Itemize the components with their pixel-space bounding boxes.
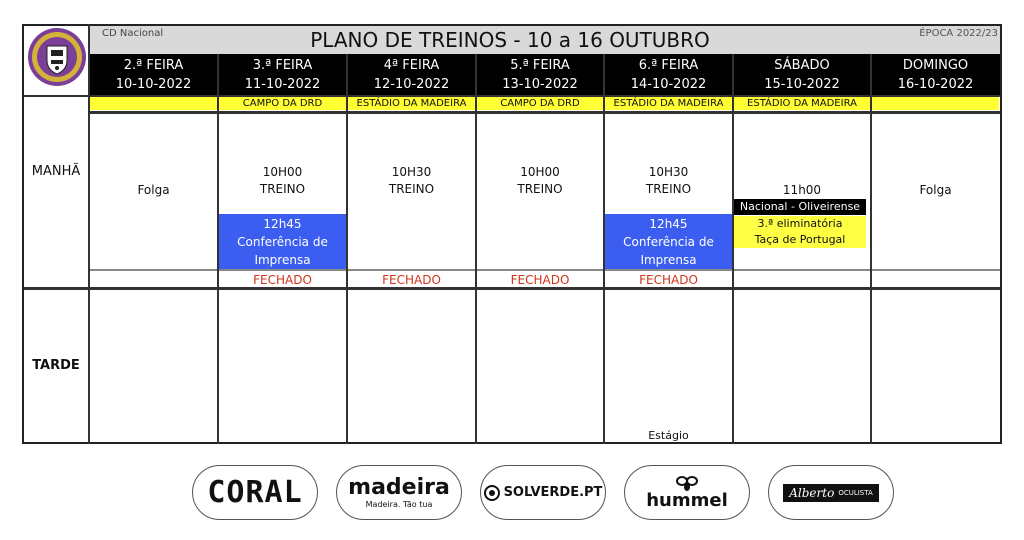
morning-tue-training (219, 164, 346, 198)
sponsor-alberto[interactable] (768, 465, 894, 520)
status-closed-thu: FECHADO (510, 273, 570, 287)
venue-sat: ESTÁDIO DA MADEIRA (734, 97, 870, 110)
training-label: TREINO (259, 182, 306, 196)
venue-mon (90, 97, 217, 110)
training-time: 10H30 (391, 165, 432, 179)
divider (475, 54, 477, 444)
morning-sun: Folga (919, 183, 952, 197)
press-label-1: Conferência de (623, 235, 714, 249)
divider (870, 54, 872, 444)
day-date: 13-10-2022 (502, 77, 578, 92)
venue-wed: ESTÁDIO DA MADEIRA (348, 97, 475, 110)
row-label-morning: MANHÃ (31, 164, 81, 179)
morning-mon: Folga (137, 183, 170, 197)
alberto-logo (783, 484, 879, 502)
divider (732, 54, 734, 444)
day-date: 11-10-2022 (244, 77, 321, 92)
divider (346, 54, 348, 444)
press-time: 12h45 (263, 217, 302, 231)
training-time: 10H00 (520, 165, 560, 179)
competition-name: Taça de Portugal (754, 233, 846, 246)
press-conference-fri (605, 214, 732, 269)
day-date: 12-10-2022 (373, 77, 450, 92)
press-label-1: Conferência de (237, 235, 328, 249)
press-time: 12h45 (649, 217, 688, 231)
match-competition (734, 216, 866, 248)
page-title: PLANO DE TREINOS - 10 a 16 OUTUBRO (310, 28, 710, 52)
divider (24, 95, 1000, 97)
venue-sun (872, 97, 999, 110)
training-label: TREINO (388, 182, 435, 196)
sponsor-coral[interactable] (192, 465, 318, 520)
day-name: 6.ª FEIRA (638, 58, 699, 73)
training-time: 10H00 (262, 165, 303, 179)
day-date: 14-10-2022 (630, 77, 707, 92)
venue-thu: CAMPO DA DRD (477, 97, 603, 110)
day-name: 5.ª FEIRA (510, 58, 570, 73)
morning-fri-training (605, 164, 732, 198)
training-time: 10H30 (648, 165, 689, 179)
solverde-logo-icon (484, 485, 500, 501)
day-header-wed (347, 56, 476, 94)
day-header-thu (476, 56, 604, 94)
day-header-sun (871, 56, 1000, 94)
afternoon-fri: Estágio (648, 429, 689, 442)
day-name: 4ª FEIRA (383, 58, 440, 73)
status-closed-fri: FECHADO (639, 273, 698, 287)
hummel-bee-icon (676, 475, 698, 491)
training-label: TREINO (517, 182, 563, 196)
day-date: 16-10-2022 (897, 77, 974, 92)
hummel-text: hummel (646, 489, 728, 511)
day-date: 15-10-2022 (764, 77, 840, 92)
match-time: 11h00 (782, 183, 822, 197)
club-crest-icon (26, 24, 88, 90)
status-closed-wed: FECHADO (382, 273, 441, 287)
day-header-mon (89, 56, 218, 94)
divider (89, 269, 1000, 271)
morning-wed-training (348, 164, 475, 198)
venue-fri: ESTÁDIO DA MADEIRA (605, 97, 732, 110)
sponsor-hummel[interactable] (624, 465, 750, 520)
divider (89, 111, 1000, 114)
alberto-name: Alberto (789, 485, 835, 500)
sponsor-madeira[interactable] (336, 465, 462, 520)
madeira-logo: madeira (348, 475, 450, 500)
match-name: Nacional - Oliveirense (734, 199, 866, 215)
sponsor-solverde[interactable] (480, 465, 606, 520)
madeira-tagline: Madeira. Tão tua (365, 500, 433, 509)
day-name: 2.ª FEIRA (123, 58, 184, 73)
day-name: 3.ª FEIRA (252, 58, 313, 73)
press-label-2: Imprensa (254, 253, 311, 267)
solverde-text: SOLVERDE.PT (503, 485, 603, 500)
season-label: ÉPOCA 2022/23 (919, 28, 998, 39)
day-header-fri (604, 56, 733, 94)
press-label-2: Imprensa (640, 253, 697, 267)
day-date: 10-10-2022 (115, 77, 192, 92)
day-header-sat (733, 56, 871, 94)
divider (88, 24, 90, 444)
day-name: SÁBADO (774, 58, 830, 73)
competition-round: 3.ª eliminatória (757, 217, 843, 230)
venue-tue: CAMPO DA DRD (219, 97, 346, 110)
training-label: TREINO (645, 182, 692, 196)
press-conference-tue (219, 214, 346, 269)
alberto-sub: OCULISTA (838, 488, 873, 497)
status-closed-tue: FECHADO (253, 273, 312, 287)
day-header-tue (218, 56, 347, 94)
row-label-afternoon: TARDE (32, 358, 80, 373)
coral-logo: CORAL (207, 475, 303, 510)
morning-thu-training (477, 164, 603, 198)
day-name: DOMINGO (902, 58, 969, 73)
club-name: CD Nacional (102, 28, 164, 39)
